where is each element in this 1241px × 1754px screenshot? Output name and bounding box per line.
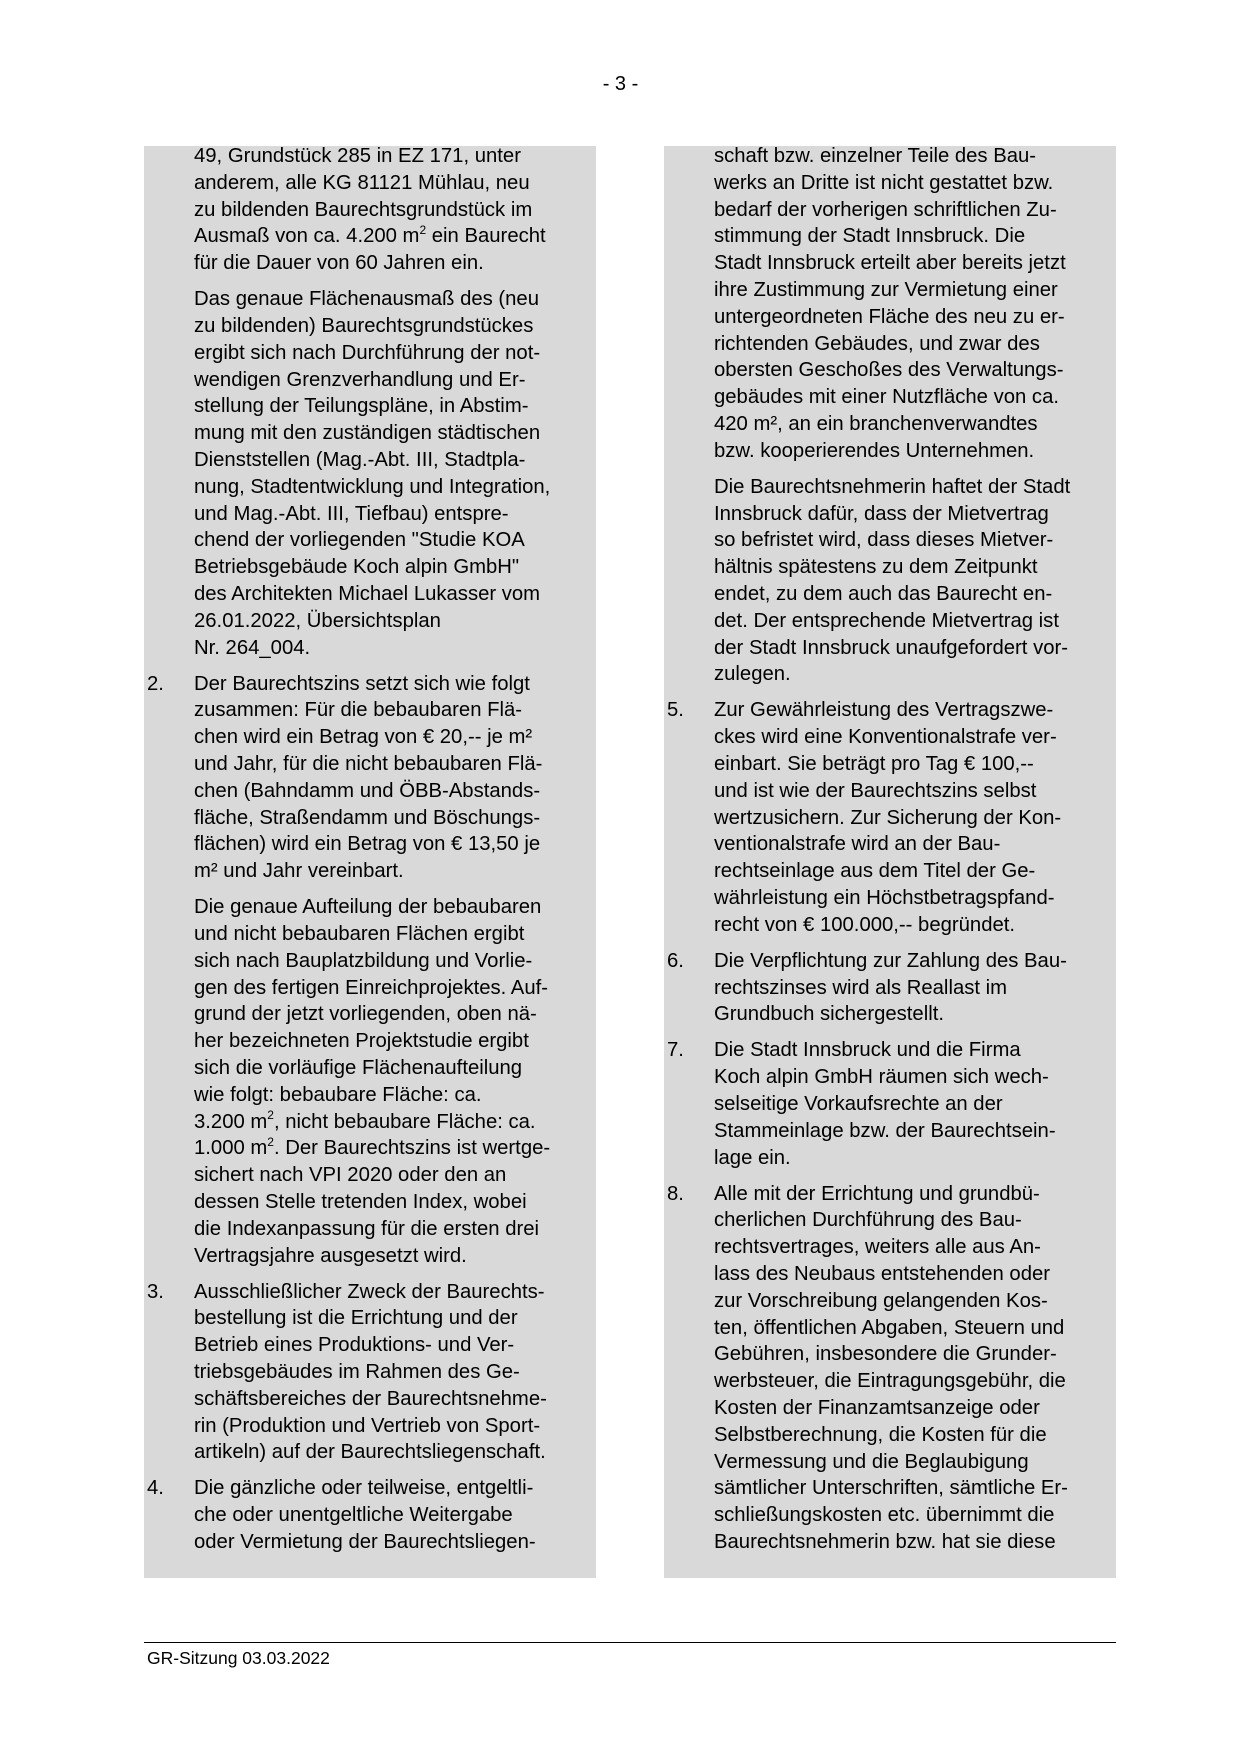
paragraph-line: grund der jetzt vorliegenden, oben nä- — [194, 1003, 537, 1026]
paragraph-line: Die Stadt Innsbruck und die Firma — [714, 1039, 1021, 1062]
paragraph-line: bestellung ist die Errichtung und der — [194, 1307, 518, 1330]
paragraph-line: wendigen Grenzverhandlung und Er- — [194, 368, 526, 391]
paragraph-line: sämtlicher Unterschriften, sämtliche Er- — [714, 1477, 1068, 1500]
paragraph-line: chen wird ein Betrag von € 20,-- je m² — [194, 726, 533, 749]
footer-session-date: GR-Sitzung 03.03.2022 — [147, 1648, 330, 1668]
paragraph-line: des Architekten Michael Lukasser vom — [194, 583, 541, 605]
paragraph-line: rechtsvertrages, weiters alle aus An- — [714, 1236, 1041, 1259]
list-item-number: 7. — [667, 1039, 684, 1062]
paragraph-line: ten, öffentlichen Abgaben, Steuern und — [714, 1316, 1065, 1339]
paragraph-line: zu bildenden) Baurechtsgrundstückes — [194, 315, 534, 337]
paragraph-line: zu bildenden Baurechtsgrundstück im — [194, 198, 533, 221]
paragraph-line: Stadt Innsbruck erteilt aber bereits jetzt — [714, 252, 1066, 275]
paragraph-line: ventionalstrafe wird an der Bau- — [714, 833, 1001, 856]
paragraph-line: det. Der entsprechende Mietvertrag ist — [714, 609, 1059, 632]
paragraph-line: 49, Grundstück 285 in EZ 171, unter — [194, 145, 521, 167]
paragraph-line: stimmung der Stadt Innsbruck. Die — [714, 225, 1026, 248]
paragraph-line: 420 m², an ein branchenverwandtes — [714, 413, 1038, 435]
paragraph-line: Zur Gewährleistung des Vertragszwe- — [714, 699, 1054, 722]
paragraph-line: Die genaue Aufteilung der bebaubaren — [194, 896, 542, 919]
paragraph-line: rin (Produktion und Vertrieb von Sport- — [194, 1414, 541, 1437]
paragraph-line: Ausmaß von ca. 4.200 $m^2$ ein Baurecht — [194, 222, 546, 248]
paragraph-line: Koch alpin GmbH räumen sich wech- — [714, 1066, 1049, 1089]
paragraph-line: zulegen. — [714, 663, 791, 686]
paragraph-line: her bezeichneten Projektstudie ergibt — [194, 1030, 529, 1053]
paragraph-line: zur Vorschreibung gelangenden Kos- — [714, 1289, 1048, 1312]
list-item-number: 6. — [667, 949, 684, 972]
paragraph-line: chen (Bahndamm und ÖBB-Abstands- — [194, 779, 541, 802]
paragraph-line: Das genaue Flächenausmaß des (neu — [194, 288, 539, 311]
list-item-number: 4. — [147, 1477, 164, 1500]
paragraph-line: gen des fertigen Einreichprojektes. Auf- — [194, 976, 549, 999]
paragraph-line: untergeordneten Fläche des neu zu er- — [714, 305, 1065, 328]
paragraph-line: Ausschließlicher Zweck der Baurechts- — [194, 1280, 545, 1303]
paragraph-line: Baurechtsnehmerin bzw. hat sie diese — [714, 1531, 1056, 1553]
paragraph-line: rechtseinlage aus dem Titel der Ge- — [714, 860, 1036, 883]
paragraph-line: und ist wie der Baurechtszins selbst — [714, 779, 1037, 802]
paragraph-line: ihre Zustimmung zur Vermietung einer — [714, 279, 1058, 301]
paragraph-line: artikeln) auf der Baurechtsliegenschaft. — [194, 1441, 546, 1464]
paragraph-line: einbart. Sie beträgt pro Tag € 100,-- — [714, 753, 1034, 775]
paragraph-line: triebsgebäudes im Rahmen des Ge- — [194, 1361, 520, 1383]
paragraph-line: che oder unentgeltliche Weitergabe — [194, 1504, 513, 1527]
paragraph-line: lage ein. — [714, 1146, 791, 1169]
paragraph-line: werbsteuer, die Eintragungsgebühr, die — [714, 1370, 1066, 1393]
paragraph-line: werks an Dritte ist nicht gestattet bzw. — [714, 171, 1054, 194]
paragraph-line: Betriebsgebäude Koch alpin GmbH" — [194, 556, 520, 579]
paragraph-line: bedarf der vorherigen schriftlichen Zu- — [714, 198, 1057, 221]
paragraph-line: und Mag.-Abt. III, Tiefbau) entspre- — [194, 502, 509, 525]
paragraph-line: flächen) wird ein Betrag von € 13,50 je — [194, 833, 541, 856]
paragraph-line: Alle mit der Errichtung und grundbü- — [714, 1182, 1040, 1205]
paragraph-line: stellung der Teilungspläne, in Abstim- — [194, 395, 529, 418]
paragraph-line: dessen Stelle tretenden Index, wobei — [194, 1191, 527, 1213]
paragraph-line: hältnis spätestens zu dem Zeitpunkt — [714, 556, 1038, 579]
paragraph-line: Der Baurechtszins setzt sich wie folgt — [194, 672, 530, 695]
paragraph-line: für die Dauer von 60 Jahren ein. — [194, 252, 484, 275]
paragraph-line: Selbstberechnung, die Kosten für die — [714, 1423, 1047, 1446]
paragraph-line: so befristet wird, dass dieses Mietver- — [714, 529, 1054, 552]
paragraph-line: fläche, Straßendamm und Böschungs- — [194, 806, 541, 829]
paragraph-line: Die Verpflichtung zur Zahlung des Bau- — [714, 949, 1067, 972]
list-item-number: 2. — [147, 672, 164, 695]
paragraph-line: chend der vorliegenden "Studie KOA — [194, 529, 525, 552]
list-item-number: 3. — [147, 1280, 164, 1303]
paragraph-line: und Jahr, für die nicht bebaubaren Flä- — [194, 753, 543, 775]
page-number: - 3 - — [602, 73, 639, 95]
paragraph-line: 26.01.2022, Übersichtsplan — [194, 609, 441, 632]
paragraph-line: Vertragsjahre ausgesetzt wird. — [194, 1244, 467, 1267]
paragraph-line: nung, Stadtentwicklung und Integration, — [194, 475, 551, 498]
paragraph-line: rechtszinses wird als Reallast im — [714, 976, 1008, 999]
paragraph-line: lass des Neubaus entstehenden oder — [714, 1263, 1051, 1285]
paragraph-line: der Stadt Innsbruck unaufgefordert vor- — [714, 636, 1068, 659]
paragraph-line: sichert nach VPI 2020 oder den an — [194, 1164, 507, 1187]
paragraph-line: und nicht bebaubaren Flächen ergibt — [194, 923, 525, 945]
paragraph-line: Betrieb eines Produktions- und Ver- — [194, 1334, 515, 1357]
paragraph-line: Kosten der Finanzamtsanzeige oder — [714, 1397, 1040, 1419]
paragraph-line: m² und Jahr vereinbart. — [194, 860, 404, 883]
paragraph-line: Vermessung und die Beglaubigung — [714, 1450, 1029, 1473]
paragraph-line: Nr. 264_004. — [194, 636, 311, 659]
paragraph-line: endet, zu dem auch das Baurecht en- — [714, 583, 1053, 605]
paragraph-line: bzw. kooperierendes Unternehmen. — [714, 439, 1035, 462]
footer-divider — [144, 1642, 1116, 1643]
paragraph-line: obersten Geschoßes des Verwaltungs- — [714, 359, 1064, 382]
list-item-number: 8. — [667, 1182, 684, 1205]
left-text-column — [144, 146, 596, 1578]
paragraph-line: Gebühren, insbesondere die Grunder- — [714, 1343, 1057, 1366]
paragraph-line: gebäudes mit einer Nutzfläche von ca. — [714, 386, 1059, 409]
paragraph-line: 1.000 $m^2$. Der Baurechtszins ist wertge- — [194, 1134, 551, 1160]
paragraph-line: richtenden Gebäudes, und zwar des — [714, 332, 1040, 355]
paragraph-line: Die gänzliche oder teilweise, entgeltli- — [194, 1477, 534, 1500]
paragraph-line: ergibt sich nach Durchführung der not- — [194, 341, 541, 364]
paragraph-line: wertzusichern. Zur Sicherung der Kon- — [714, 806, 1062, 829]
list-item-number: 5. — [667, 699, 684, 722]
right-text-column — [664, 146, 1116, 1578]
paragraph-line: sich nach Bauplatzbildung und Vorlie- — [194, 949, 533, 972]
paragraph-line: Dienststellen (Mag.-Abt. III, Stadtpla- — [194, 449, 526, 471]
paragraph-line: selseitige Vorkaufsrechte an der — [714, 1093, 1003, 1115]
paragraph-line: 3.200 $m^2$, nicht bebaubare Fläche: ca. — [194, 1107, 536, 1133]
paragraph-line: ckes wird eine Konventionalstrafe ver- — [714, 726, 1057, 749]
paragraph-line: schließungskosten etc. übernimmt die — [714, 1504, 1055, 1527]
paragraph-line: Grundbuch sichergestellt. — [714, 1003, 944, 1026]
paragraph-line: währleistung ein Höchstbetragspfand- — [714, 887, 1055, 909]
paragraph-line: zusammen: Für die bebaubaren Flä- — [194, 699, 523, 722]
paragraph-line: oder Vermietung der Baurechtsliegen- — [194, 1531, 536, 1553]
paragraph-line: Stammeinlage bzw. der Baurechtsein- — [714, 1119, 1056, 1142]
paragraph-line: anderem, alle KG 81121 Mühlau, neu — [194, 171, 530, 194]
paragraph-line: sich die vorläufige Flächenaufteilung — [194, 1057, 523, 1079]
paragraph-line: wie folgt: bebaubare Fläche: ca. — [194, 1083, 482, 1106]
paragraph-line: schaft bzw. einzelner Teile des Bau- — [714, 145, 1037, 167]
paragraph-line: recht von € 100.000,-- begründet. — [714, 913, 1016, 936]
paragraph-line: die Indexanpassung für die ersten drei — [194, 1217, 540, 1240]
paragraph-line: cherlichen Durchführung des Bau- — [714, 1209, 1022, 1232]
paragraph-line: mung mit den zuständigen städtischen — [194, 422, 541, 445]
paragraph-line: Innsbruck dafür, dass der Mietvertrag — [714, 502, 1049, 525]
paragraph-line: schäftsbereiches der Baurechtsnehme- — [194, 1387, 547, 1410]
paragraph-line: Die Baurechtsnehmerin haftet der Stadt — [714, 475, 1071, 498]
